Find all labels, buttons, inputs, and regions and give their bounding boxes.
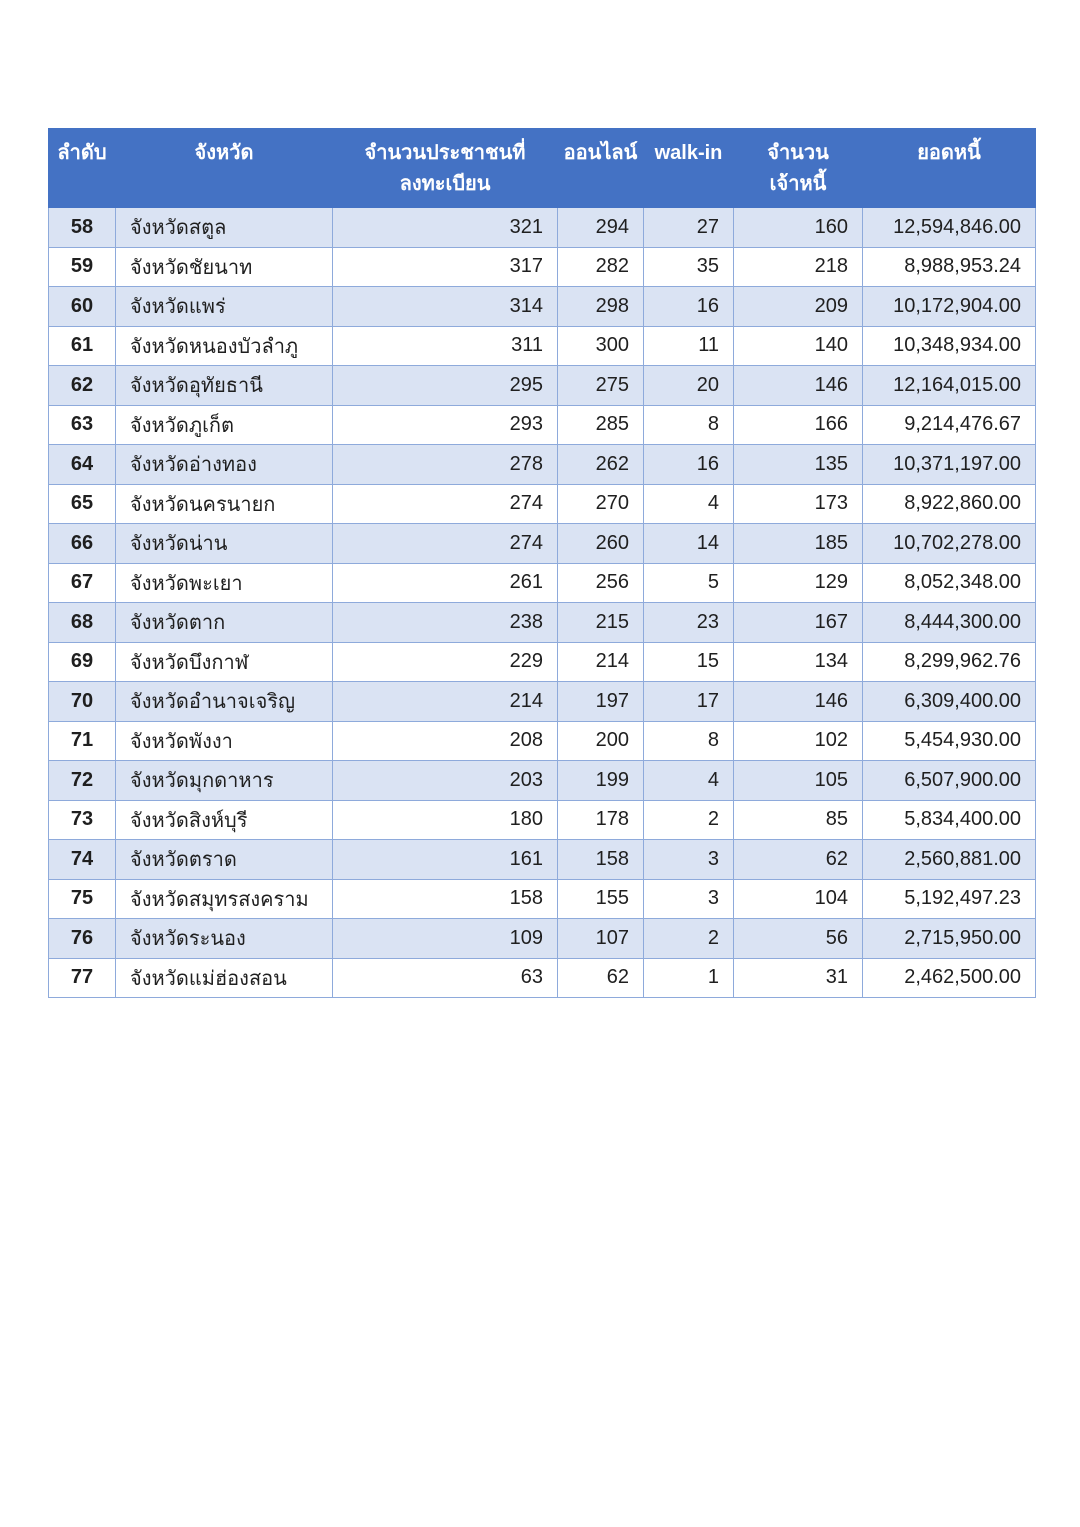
header-province-label: จังหวัด: [194, 142, 254, 164]
header-row: [49, 129, 1036, 208]
cell-registered: 317: [333, 247, 558, 287]
cell-no: 62: [49, 366, 116, 406]
table-row: [49, 484, 1036, 524]
cell-creditors: 146: [734, 682, 863, 722]
cell-registered: 321: [333, 208, 558, 248]
cell-province: จังหวัดพังงา: [116, 721, 333, 761]
cell-no: 64: [49, 445, 116, 485]
cell-walk-in: 23: [644, 603, 734, 643]
cell-walk-in: 1: [644, 958, 734, 998]
cell-online: 260: [558, 524, 644, 564]
cell-province: จังหวัดหนองบัวลำภู: [116, 326, 333, 366]
cell-no: 76: [49, 919, 116, 959]
cell-debt: 8,444,300.00: [863, 603, 1036, 643]
cell-debt: 12,164,015.00: [863, 366, 1036, 406]
cell-online: 256: [558, 563, 644, 603]
cell-debt: 8,052,348.00: [863, 563, 1036, 603]
cell-province: จังหวัดระนอง: [116, 919, 333, 959]
table-row: [49, 682, 1036, 722]
table-row: [49, 642, 1036, 682]
cell-registered: 208: [333, 721, 558, 761]
cell-province: จังหวัดอ่างทอง: [116, 445, 333, 485]
cell-walk-in: 27: [644, 208, 734, 248]
header-walkin: [644, 129, 734, 208]
cell-creditors: 185: [734, 524, 863, 564]
cell-registered: 238: [333, 603, 558, 643]
cell-registered: 261: [333, 563, 558, 603]
table-row: [49, 524, 1036, 564]
cell-walk-in: 5: [644, 563, 734, 603]
cell-debt: 2,560,881.00: [863, 840, 1036, 880]
cell-walk-in: 8: [644, 721, 734, 761]
cell-no: 60: [49, 287, 116, 327]
cell-online: 178: [558, 800, 644, 840]
table-row: [49, 919, 1036, 959]
cell-online: 199: [558, 761, 644, 801]
cell-debt: 8,988,953.24: [863, 247, 1036, 287]
cell-no: 70: [49, 682, 116, 722]
cell-province: จังหวัดตาก: [116, 603, 333, 643]
cell-debt: 2,715,950.00: [863, 919, 1036, 959]
cell-province: จังหวัดบึงกาฬ: [116, 642, 333, 682]
cell-creditors: 166: [734, 405, 863, 445]
header-creditors: [734, 129, 863, 208]
cell-province: จังหวัดนครนายก: [116, 484, 333, 524]
cell-debt: 2,462,500.00: [863, 958, 1036, 998]
table-header: [49, 129, 1036, 208]
cell-debt: 5,454,930.00: [863, 721, 1036, 761]
header-no-label: ลำดับ: [57, 142, 107, 164]
cell-creditors: 218: [734, 247, 863, 287]
province-debt-table: [48, 128, 1036, 998]
header-creditors-line2: เจ้าหนี้: [769, 173, 827, 195]
cell-walk-in: 4: [644, 484, 734, 524]
cell-province: จังหวัดอุทัยธานี: [116, 366, 333, 406]
cell-walk-in: 3: [644, 879, 734, 919]
cell-creditors: 134: [734, 642, 863, 682]
header-no: [49, 129, 116, 208]
cell-province: จังหวัดภูเก็ต: [116, 405, 333, 445]
table-row: [49, 721, 1036, 761]
cell-walk-in: 17: [644, 682, 734, 722]
cell-debt: 8,299,962.76: [863, 642, 1036, 682]
header-debt-label: ยอดหนี้: [917, 142, 981, 164]
cell-debt: 10,371,197.00: [863, 445, 1036, 485]
cell-no: 68: [49, 603, 116, 643]
table-row: [49, 800, 1036, 840]
cell-online: 158: [558, 840, 644, 880]
cell-province: จังหวัดอำนาจเจริญ: [116, 682, 333, 722]
cell-online: 107: [558, 919, 644, 959]
cell-registered: 203: [333, 761, 558, 801]
cell-creditors: 140: [734, 326, 863, 366]
header-walkin-label: walk-in: [654, 142, 723, 164]
cell-registered: 314: [333, 287, 558, 327]
cell-province: จังหวัดสมุทรสงคราม: [116, 879, 333, 919]
cell-online: 155: [558, 879, 644, 919]
cell-no: 58: [49, 208, 116, 248]
table-row: [49, 326, 1036, 366]
cell-no: 63: [49, 405, 116, 445]
cell-online: 298: [558, 287, 644, 327]
cell-debt: 10,702,278.00: [863, 524, 1036, 564]
cell-walk-in: 3: [644, 840, 734, 880]
cell-online: 62: [558, 958, 644, 998]
cell-walk-in: 35: [644, 247, 734, 287]
cell-registered: 109: [333, 919, 558, 959]
cell-creditors: 129: [734, 563, 863, 603]
cell-debt: 6,507,900.00: [863, 761, 1036, 801]
cell-province: จังหวัดแพร่: [116, 287, 333, 327]
cell-creditors: 85: [734, 800, 863, 840]
table-row: [49, 445, 1036, 485]
table-body: [49, 208, 1036, 998]
cell-no: 65: [49, 484, 116, 524]
cell-registered: 161: [333, 840, 558, 880]
table-row: [49, 247, 1036, 287]
cell-no: 66: [49, 524, 116, 564]
cell-creditors: 105: [734, 761, 863, 801]
cell-registered: 295: [333, 366, 558, 406]
cell-creditors: 173: [734, 484, 863, 524]
cell-registered: 158: [333, 879, 558, 919]
cell-no: 72: [49, 761, 116, 801]
cell-no: 61: [49, 326, 116, 366]
header-online-label: ออนไลน์: [563, 142, 638, 164]
table-row: [49, 563, 1036, 603]
cell-online: 215: [558, 603, 644, 643]
cell-walk-in: 8: [644, 405, 734, 445]
cell-no: 77: [49, 958, 116, 998]
cell-creditors: 160: [734, 208, 863, 248]
cell-creditors: 102: [734, 721, 863, 761]
cell-debt: 6,309,400.00: [863, 682, 1036, 722]
header-registered-line2: ลงทะเบียน: [399, 173, 491, 195]
cell-walk-in: 2: [644, 800, 734, 840]
cell-province: จังหวัดชัยนาท: [116, 247, 333, 287]
cell-creditors: 167: [734, 603, 863, 643]
cell-creditors: 104: [734, 879, 863, 919]
cell-registered: 293: [333, 405, 558, 445]
header-debt: [863, 129, 1036, 208]
header-registered: [333, 129, 558, 208]
cell-online: 282: [558, 247, 644, 287]
cell-creditors: 135: [734, 445, 863, 485]
cell-registered: 229: [333, 642, 558, 682]
cell-creditors: 56: [734, 919, 863, 959]
cell-online: 300: [558, 326, 644, 366]
cell-no: 75: [49, 879, 116, 919]
cell-debt: 12,594,846.00: [863, 208, 1036, 248]
cell-walk-in: 11: [644, 326, 734, 366]
cell-creditors: 31: [734, 958, 863, 998]
cell-walk-in: 14: [644, 524, 734, 564]
cell-online: 285: [558, 405, 644, 445]
cell-registered: 311: [333, 326, 558, 366]
cell-creditors: 146: [734, 366, 863, 406]
cell-creditors: 62: [734, 840, 863, 880]
cell-no: 73: [49, 800, 116, 840]
header-online: [558, 129, 644, 208]
cell-no: 69: [49, 642, 116, 682]
cell-registered: 180: [333, 800, 558, 840]
cell-debt: 8,922,860.00: [863, 484, 1036, 524]
table-row: [49, 366, 1036, 406]
cell-registered: 214: [333, 682, 558, 722]
cell-registered: 278: [333, 445, 558, 485]
table-row: [49, 840, 1036, 880]
cell-online: 200: [558, 721, 644, 761]
table-row: [49, 208, 1036, 248]
cell-debt: 5,834,400.00: [863, 800, 1036, 840]
cell-walk-in: 16: [644, 445, 734, 485]
cell-walk-in: 20: [644, 366, 734, 406]
cell-province: จังหวัดพะเยา: [116, 563, 333, 603]
cell-no: 67: [49, 563, 116, 603]
cell-registered: 63: [333, 958, 558, 998]
cell-walk-in: 4: [644, 761, 734, 801]
cell-walk-in: 2: [644, 919, 734, 959]
cell-province: จังหวัดสตูล: [116, 208, 333, 248]
cell-online: 197: [558, 682, 644, 722]
table-row: [49, 761, 1036, 801]
cell-province: จังหวัดตราด: [116, 840, 333, 880]
table-row: [49, 287, 1036, 327]
header-province: [116, 129, 333, 208]
cell-no: 71: [49, 721, 116, 761]
table-row: [49, 603, 1036, 643]
cell-online: 275: [558, 366, 644, 406]
cell-registered: 274: [333, 524, 558, 564]
cell-creditors: 209: [734, 287, 863, 327]
header-creditors-line1: จำนวน: [767, 142, 829, 164]
cell-debt: 10,348,934.00: [863, 326, 1036, 366]
cell-province: จังหวัดสิงห์บุรี: [116, 800, 333, 840]
table-row: [49, 405, 1036, 445]
cell-online: 294: [558, 208, 644, 248]
cell-province: จังหวัดน่าน: [116, 524, 333, 564]
cell-walk-in: 16: [644, 287, 734, 327]
cell-debt: 9,214,476.67: [863, 405, 1036, 445]
cell-debt: 5,192,497.23: [863, 879, 1036, 919]
cell-walk-in: 15: [644, 642, 734, 682]
cell-online: 262: [558, 445, 644, 485]
cell-registered: 274: [333, 484, 558, 524]
header-registered-line1: จำนวนประชาชนที่: [364, 142, 526, 164]
cell-province: จังหวัดมุกดาหาร: [116, 761, 333, 801]
table-row: [49, 958, 1036, 998]
cell-debt: 10,172,904.00: [863, 287, 1036, 327]
cell-online: 270: [558, 484, 644, 524]
cell-no: 74: [49, 840, 116, 880]
cell-province: จังหวัดแม่ฮ่องสอน: [116, 958, 333, 998]
cell-online: 214: [558, 642, 644, 682]
cell-no: 59: [49, 247, 116, 287]
table-row: [49, 879, 1036, 919]
